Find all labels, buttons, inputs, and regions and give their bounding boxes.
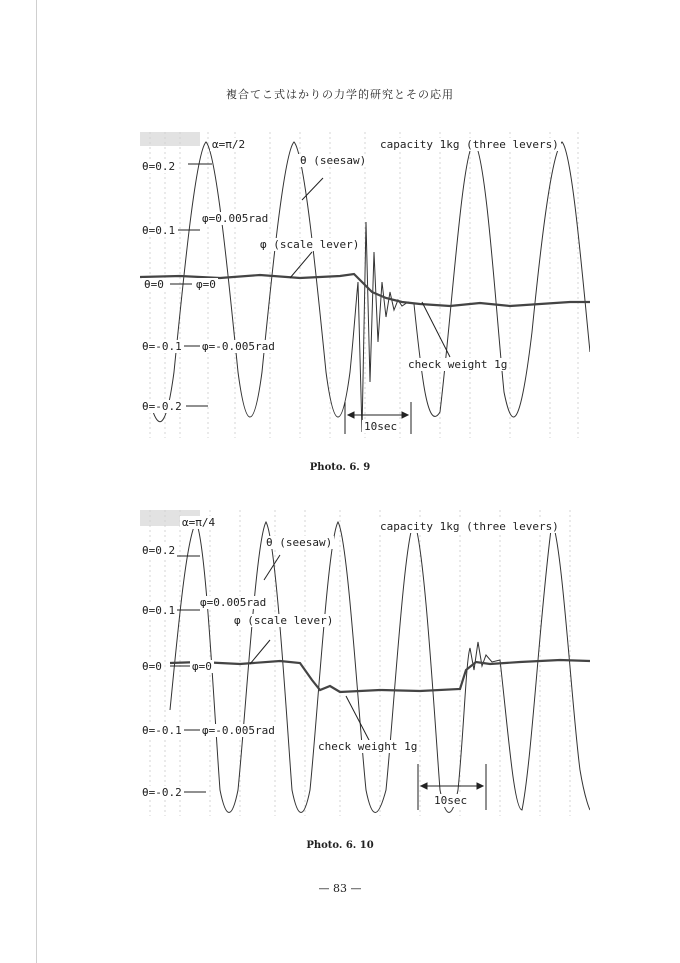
theta-minus-0.2-label: θ=-0.2 [142,400,182,413]
photo-caption: Photo. 6. 9 [309,462,371,473]
theta-minus-0.1-label: θ=-0.1 [142,340,182,353]
theta-series-label: θ (seesaw) [300,154,367,167]
check-weight-label: check weight 1g [408,358,508,371]
alpha-label: α=π/2 [212,138,246,151]
phi-0-label: φ=0 [196,278,216,291]
alpha-label: α=π/4 [182,516,216,529]
theta-0-label: θ=0 [142,660,162,673]
photo-caption: Photo. 6. 10 [306,840,374,851]
photo-6-9 [140,132,590,438]
theta-series-label: θ (seesaw) [266,536,333,549]
binding-margin-line [36,0,37,963]
phi-positive-label: φ=0.005rad [202,212,269,225]
capacity-label: capacity 1kg (three levers) [380,138,559,151]
theta-minus-0.2-label: θ=-0.2 [142,786,182,799]
capacity-label: capacity 1kg (three levers) [380,520,559,533]
theta-0.2-label: θ=0.2 [142,160,176,173]
theta-0-label: θ=0 [144,278,164,291]
phi-series-label: φ (scale lever) [234,614,334,627]
theta-minus-0.1-label: θ=-0.1 [142,724,182,737]
theta-0.1-label: θ=0.1 [142,604,176,617]
phi-positive-label: φ=0.005rad [200,596,267,609]
check-weight-label: check weight 1g [318,740,418,753]
phi-0-label: φ=0 [192,660,212,673]
phi-series-label: φ (scale lever) [260,238,360,251]
time-scale-label: 10sec [364,420,398,433]
time-scale-label: 10sec [434,794,468,807]
theta-0.2-label: θ=0.2 [142,544,176,557]
photo-6-10 [140,510,590,816]
running-header: 複合てこ式はかりの力学的研究とその応用 [226,88,454,101]
page-number: — 83 — [318,882,362,895]
phi-negative-label: φ=-0.005rad [202,724,275,737]
phi-negative-label: φ=-0.005rad [202,340,275,353]
theta-0.1-label: θ=0.1 [142,224,176,237]
